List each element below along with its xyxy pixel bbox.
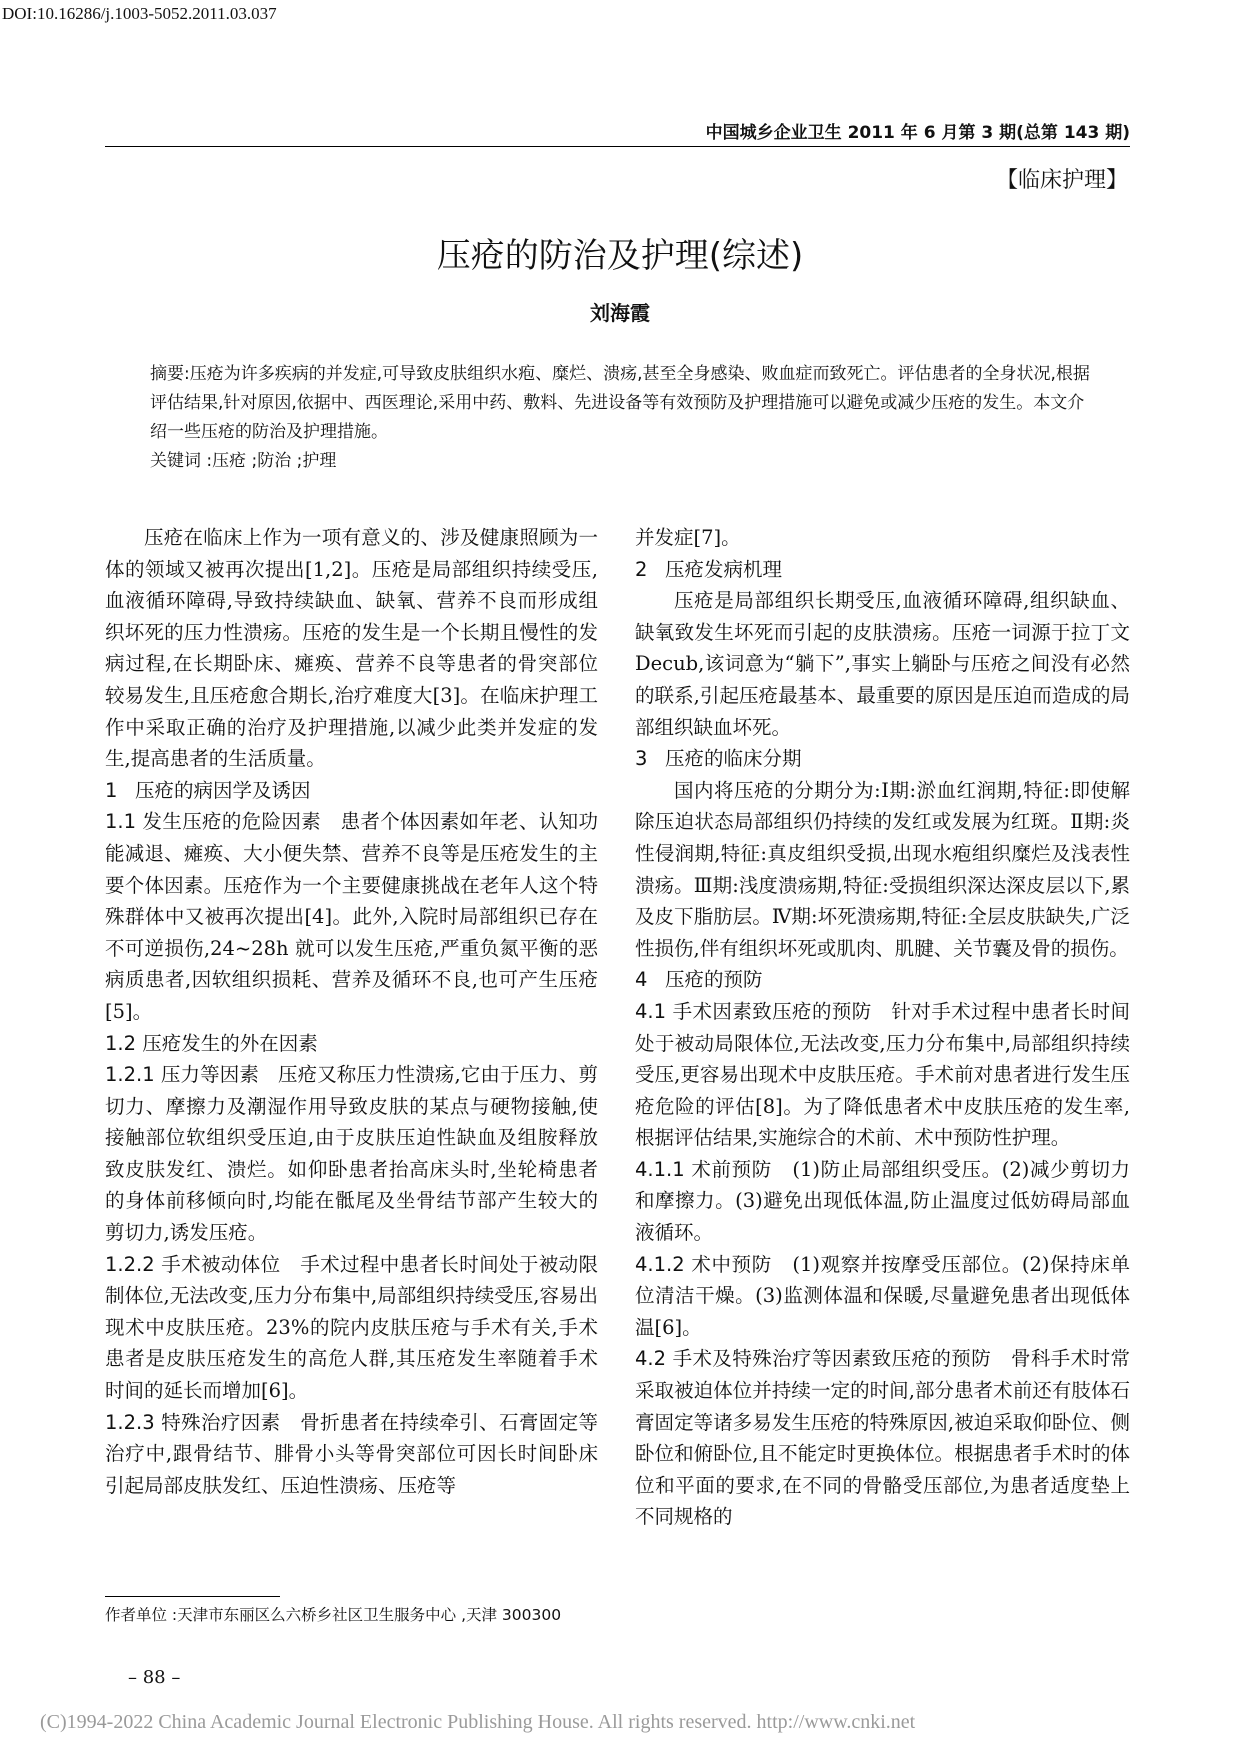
author-name: 刘海霞 [590, 301, 650, 325]
paragraph-1-2-1 [105, 1059, 598, 1249]
paragraph-4-2 [635, 1343, 1130, 1533]
section-title: 压疮发病机理 [665, 557, 783, 581]
subheading: 1.2.2 手术被动体位 [105, 1252, 281, 1276]
paragraph-text: 手术过程中患者长时间处于被动限制体位,无法改变,压力分布集中,局部组织持续受压,容易出现术中皮肤压疮。23%的院内皮肤压疮与手术有关,手术患者是皮肤压疮发生的高危人群,其压疮发生率随着手术时间的延长而增加[6]。 [105, 1252, 598, 1403]
paragraph-1-2-2 [105, 1249, 598, 1407]
header-rule [105, 146, 1130, 147]
footnote-rule [105, 1596, 280, 1597]
subheading: 1.2.1 压力等因素 [105, 1063, 260, 1087]
copyright-line: (C)1994-2022 China Academic Journal Electronic Publishing House. All rights reserved. http://www.cnki.net [40, 1711, 916, 1733]
journal-header: 中国城乡企业卫生 2011 年 6 月第 3 期(总第 143 期) [705, 123, 1130, 143]
section-tag: 【临床护理】 [995, 168, 1128, 193]
section-heading-4 [635, 964, 1130, 996]
paragraph-3: 国内将压疮的分期分为:Ⅰ期:淤血红润期,特征:即使解除压迫状态局部组织仍持续的发红或发展为红斑。Ⅱ期:炎性侵润期,特征:真皮组织受损,出现水疱组织糜烂及浅表性溃疡。Ⅲ期:浅度溃疡期,特征:受损组织深达深皮层以下,累及皮下脂肪层。Ⅳ期:坏死溃疡期,特征:全层皮肤缺失,广泛性损伤,伴有组织坏死或肌肉、肌腱、关节囊及骨的损伤。 [635, 778, 1130, 960]
subheading: 4.1.2 术中预防 [635, 1252, 772, 1276]
intro-paragraph: 压疮在临床上作为一项有意义的、涉及健康照顾为一体的领域又被再次提出[1,2]。压疮是局部组织持续受压,血液循环障碍,导致持续缺血、缺氧、营养不良而形成组织坏死的压力性溃疡。压疮的发生是一个长期且慢性的发病过程,在长期卧床、瘫痪、营养不良等患者的骨突部位较易发生,且压疮愈合期长,治疗难度大[3]。在临床护理工作中采取正确的治疗及护理措施,以减少此类并发症的发生,提高患者的生活质量。 [105, 526, 598, 771]
paragraph-4-1 [635, 996, 1130, 1154]
article-title: 压疮的防治及护理(综述) [436, 236, 804, 276]
section-heading-3 [635, 743, 1130, 775]
right-column [635, 522, 1130, 1533]
doi-line: DOI:10.16286/j.1003-5052.2011.03.037 [2, 4, 277, 23]
abstract-block [150, 360, 1100, 476]
subheading: 4.1.1 术前预防 [635, 1157, 772, 1181]
paragraph-4-1-2 [635, 1249, 1130, 1344]
abstract-label: 摘要 [150, 364, 184, 384]
abstract-paragraph [150, 360, 1100, 447]
subheading: 4.2 手术及特殊治疗等因素致压疮的预防 [635, 1347, 992, 1371]
continued-text: 并发症[7]。 [635, 526, 741, 549]
paragraph-2: 压疮是局部组织长期受压,血液循环障碍,组织缺血、缺氧致发生坏死而引起的皮肤溃疡。压疮一词源于拉丁文 Decub,该词意为“躺下”,事实上躺卧与压疮之间没有必然的联系,引起压疮最基本、最重要的原因是压迫而造成的局部组织缺血坏死。 [635, 589, 1130, 739]
paragraph-text: 患者个体因素如年老、认知功能减退、瘫痪、大小便失禁、营养不良等是压疮发生的主要个体因素。压疮作为一个主要健康挑战在老年人这个特殊群体中又被再次提出[4]。此外,入院时局部组织已存在不可逆损伤,24~28h 就可以发生压疮,严重负氮平衡的恶病质患者,因软组织损耗、营养及循环不良,也可产生压疮[5]。 [105, 810, 598, 1023]
abstract-text: :压疮为许多疾病的并发症,可导致皮肤组织水疱、糜烂、溃疡,甚至全身感染、败血症而致死亡。评估患者的全身状况,根据评估结果,针对原因,依据中、西医理论,采用中药、敷料、先进设备等有效预防及护理措施可以避免或减少压疮的发生。本文介绍一些压疮的防治及护理措施。 [150, 364, 1090, 442]
section-title: 压疮的临床分期 [665, 747, 802, 771]
section-heading-1 [105, 775, 598, 807]
paragraph-text: (1)防止局部组织受压。(2)减少剪切力和摩擦力。(3)避免出现低体温,防止温度过低妨碍局部血液循环。 [635, 1157, 1130, 1245]
paragraph-4-1-1 [635, 1154, 1130, 1249]
paragraph-1-2-3 [105, 1407, 598, 1502]
section-number: 1 [105, 778, 118, 802]
subheading-1-2: 1.2 压疮发生的外在因素 [105, 1031, 318, 1055]
section-number: 3 [635, 747, 648, 771]
left-column [105, 522, 598, 1501]
keywords: 关键词 :压疮 ;防治 ;护理 [150, 451, 337, 471]
subheading: 4.1 手术因素致压疮的预防 [635, 999, 872, 1023]
section-title: 压疮的病因学及诱因 [135, 778, 311, 802]
section-heading-2 [635, 554, 1130, 586]
section-number: 4 [635, 968, 648, 992]
section-number: 2 [635, 557, 648, 581]
paragraph-text: 骨折患者在持续牵引、石膏固定等治疗中,跟骨结节、腓骨小头等骨突部位可因长时间卧床引起局部皮肤发红、压迫性溃疡、压疮等 [105, 1410, 598, 1497]
paragraph-text: (1)观察并按摩受压部位。(2)保持床单位清洁干燥。(3)监测体温和保暖,尽量避免患者出现低体温[6]。 [635, 1252, 1130, 1339]
paragraph-1-1 [105, 806, 598, 1027]
paragraph-text: 骨科手术时常采取被迫体位并持续一定的时间,部分患者术前还有肢体石膏固定等诸多易发生压疮的特殊原因,被迫采取仰卧位、侧卧位和俯卧位,且不能定时更换体位。根据患者手术时的体位和平面的要求,在不同的骨骼受压部位,为患者适度垫上不同规格的 [635, 1347, 1130, 1529]
paragraph-text: 压疮又称压力性溃疡,它由于压力、剪切力、摩擦力及潮湿作用导致皮肤的某点与硬物接触,使接触部位软组织受压迫,由于皮肤压迫性缺血及组胺释放致皮肤发红、溃烂。如仰卧患者抬高床头时,坐轮椅患者的身体前移倾向时,均能在骶尾及坐骨结节部产生较大的剪切力,诱发压疮。 [105, 1063, 598, 1245]
section-title: 压疮的预防 [665, 968, 763, 992]
page-number: – 88 – [128, 1667, 181, 1688]
subheading: 1.2.3 特殊治疗因素 [105, 1410, 281, 1434]
subheading: 1.1 发生压疮的危险因素 [105, 810, 321, 834]
author-affiliation: 作者单位 :天津市东丽区么六桥乡社区卫生服务中心 ,天津 300300 [105, 1606, 562, 1624]
paragraph-text: 针对手术过程中患者长时间处于被动局限体位,无法改变,压力分布集中,局部组织持续受压,更容易出现术中皮肤压疮。手术前对患者进行发生压疮危险的评估[8]。为了降低患者术中皮肤压疮的发生率,根据评估结果,实施综合的术前、术中预防性护理。 [635, 999, 1130, 1150]
